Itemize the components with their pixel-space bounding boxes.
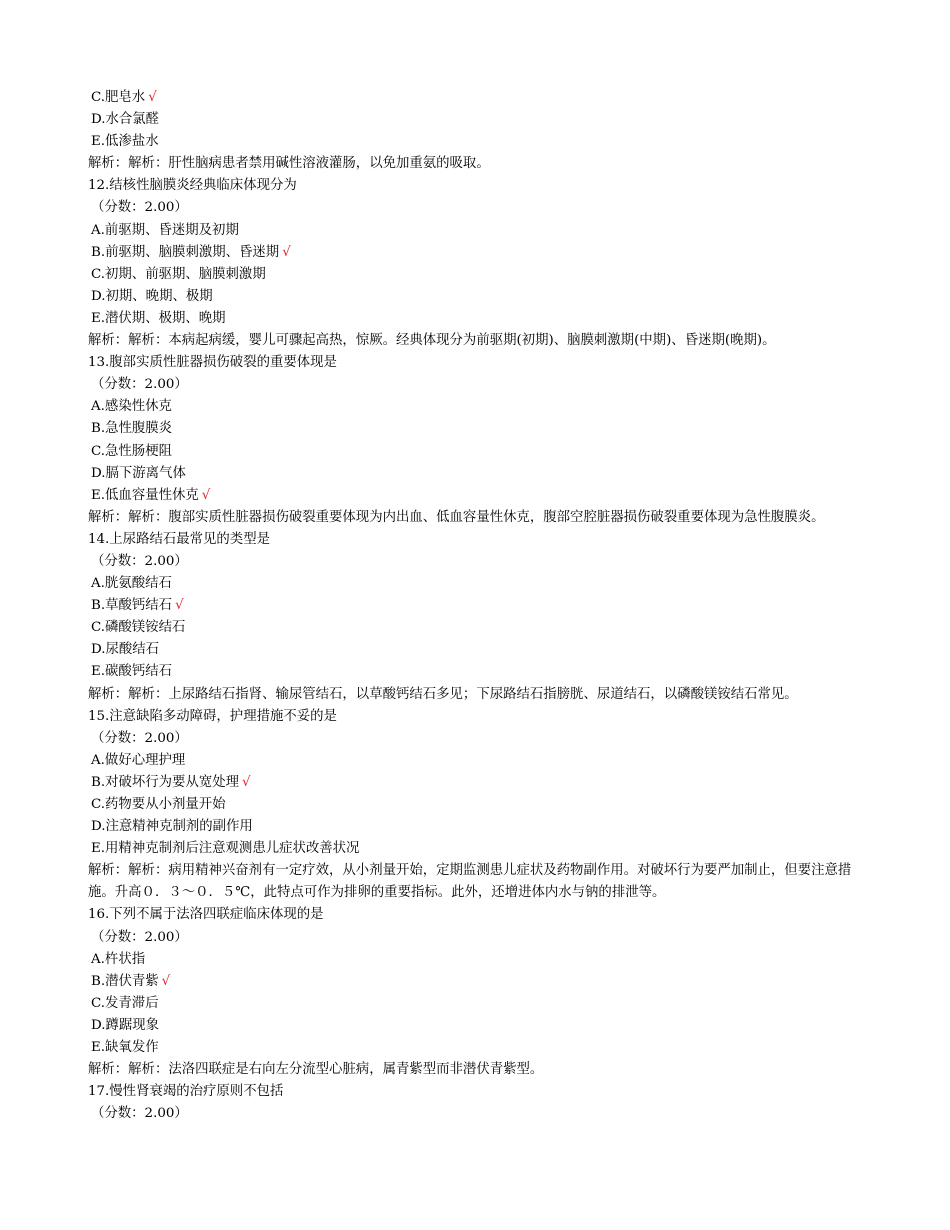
- option-text: A.做好心理护理: [91, 752, 186, 768]
- answer-option: [88, 242, 868, 264]
- answer-option: [88, 838, 868, 860]
- answer-option: [88, 131, 868, 153]
- question-text: 16.下列不属于法洛四联症临床体现的是: [88, 907, 324, 923]
- option-text: D.初期、晚期、极期: [91, 288, 213, 304]
- score-text: （分数：2.00）: [91, 730, 188, 746]
- option-text: A.前驱期、昏迷期及初期: [91, 222, 239, 238]
- question-stem: [88, 706, 868, 728]
- analysis-text: [88, 153, 868, 175]
- question-score: [88, 551, 868, 573]
- option-text: C.肥皂水: [91, 90, 146, 105]
- answer-option: [88, 971, 868, 993]
- score-text: （分数：2.00）: [91, 553, 188, 569]
- question-text: 17.慢性肾衰竭的治疗原则不包括: [88, 1084, 284, 1100]
- question-stem: [88, 175, 868, 197]
- answer-option: [88, 109, 868, 131]
- option-text: E.低渗盐水: [91, 134, 159, 150]
- option-text: B.对破坏行为要从宽处理: [91, 774, 240, 790]
- question-score: [88, 927, 868, 949]
- option-text: B.急性腹膜炎: [91, 421, 173, 437]
- question-text: 12.结核性脑膜炎经典临床体现分为: [88, 178, 297, 194]
- answer-option: [88, 1015, 868, 1037]
- correct-check-icon: √: [175, 598, 184, 614]
- question-stem: [88, 1081, 868, 1103]
- correct-check-icon: √: [201, 487, 211, 503]
- score-text: （分数：2.00）: [91, 929, 188, 945]
- answer-option: [88, 949, 868, 971]
- correct-check-icon: √: [148, 90, 157, 105]
- question-score: [88, 728, 868, 750]
- option-text: C.初期、前驱期、脑膜刺激期: [91, 266, 266, 282]
- option-text: C.药物要从小剂量开始: [91, 797, 226, 812]
- answer-option: [88, 264, 868, 286]
- question-text: 15.注意缺陷多动障碍，护理措施不妥的是: [88, 708, 337, 724]
- option-text: C.磷酸镁铵结石: [91, 620, 186, 636]
- score-text: （分数：2.00）: [91, 200, 188, 216]
- analysis-text: [88, 507, 868, 529]
- answer-option: [88, 772, 868, 794]
- question-stem: [88, 352, 868, 374]
- option-text: E.用精神克制剂后注意观测患儿症状改善状况: [91, 841, 360, 857]
- exam-document: [88, 87, 868, 1125]
- option-text: E.碳酸钙结石: [91, 664, 172, 680]
- option-text: A.感染性休克: [91, 399, 172, 415]
- option-text: E.低血容量性休克: [91, 487, 199, 503]
- answer-option: [88, 595, 868, 617]
- question-stem: [88, 529, 868, 551]
- option-text: E.潜伏期、极期、晚期: [91, 310, 226, 326]
- option-text: D.注意精神克制剂的副作用: [91, 819, 253, 835]
- analysis-text: 解析：解析：法洛四联症是右向左分流型心脏病，属青紫型而非潜伏青紫型。: [88, 1062, 544, 1078]
- option-text: C.急性肠梗阻: [91, 443, 172, 459]
- option-text: A.杵状指: [91, 951, 146, 967]
- answer-option: [88, 750, 868, 772]
- correct-check-icon: √: [242, 774, 251, 790]
- answer-option: [88, 1037, 868, 1059]
- option-text: D.水合氯醛: [91, 112, 160, 128]
- answer-option: [88, 463, 868, 485]
- answer-option: [88, 661, 868, 683]
- answer-option: [88, 286, 868, 308]
- answer-option: [88, 418, 868, 440]
- answer-option: [88, 794, 868, 816]
- option-text: D.尿酸结石: [91, 642, 160, 658]
- option-text: B.草酸钙结石: [91, 598, 173, 614]
- answer-option: [88, 87, 868, 109]
- answer-option: [88, 308, 868, 330]
- answer-option: [88, 441, 868, 463]
- question-score: [88, 374, 868, 396]
- option-text: C.发青滞后: [91, 995, 159, 1011]
- analysis-text: 解析：解析：腹部实质性脏器损伤破裂重要体现为内出血、低血容量性休克，腹部空腔脏器损伤破裂重要体现为急性腹膜炎。: [88, 509, 825, 525]
- question-stem: [88, 904, 868, 926]
- answer-option: [88, 485, 868, 507]
- answer-option: [88, 617, 868, 639]
- analysis-text: 解析：解析：肝性脑病患者禁用碱性溶液灌肠，以免加重氨的吸取。: [88, 156, 490, 172]
- question-score: [88, 1103, 868, 1125]
- analysis-text: 解析：解析：病用精神兴奋剂有一定疗效，从小剂量开始，定期监测患儿症状及药物副作用。对破坏行为要严加制止，但要注意措施。升高０．３～０．５℃，此特点可作为排卵的重要指标。此外，还增进体内水与钠的排泄等。: [88, 863, 852, 901]
- option-text: B.前驱期、脑膜刺激期、昏迷期: [91, 244, 280, 260]
- option-text: E.缺氧发作: [91, 1040, 159, 1056]
- analysis-text: [88, 1059, 868, 1081]
- analysis-text: [88, 684, 868, 706]
- option-text: D.蹲踞现象: [91, 1017, 160, 1033]
- analysis-text: 解析：解析：本病起病缓，婴儿可骤起高热，惊厥。经典体现分为前驱期(初期)、脑膜刺激期(中期)、昏迷期(晚期)。: [88, 333, 776, 349]
- answer-option: [88, 993, 868, 1015]
- answer-option: [88, 639, 868, 661]
- question-text: 14.上尿路结石最常见的类型是: [88, 531, 270, 547]
- question-score: [88, 197, 868, 219]
- question-text: 13.腹部实质性脏器损伤破裂的重要体现是: [88, 355, 337, 371]
- correct-check-icon: √: [161, 973, 171, 989]
- option-text: D.膈下游离气体: [91, 465, 186, 481]
- analysis-text: [88, 330, 868, 352]
- score-text: （分数：2.00）: [91, 377, 188, 393]
- answer-option: [88, 573, 868, 595]
- answer-option: [88, 220, 868, 242]
- option-text: A.胱氨酸结石: [91, 576, 172, 592]
- analysis-text: 解析：解析：上尿路结石指肾、输尿管结石，以草酸钙结石多见；下尿路结石指膀胱、尿道结石，以磷酸镁铵结石常见。: [88, 686, 798, 702]
- correct-check-icon: √: [282, 244, 291, 260]
- answer-option: [88, 396, 868, 418]
- answer-option: [88, 816, 868, 838]
- option-text: B.潜伏青紫: [91, 973, 159, 989]
- analysis-text: [88, 860, 868, 904]
- score-text: （分数：2.00）: [91, 1106, 188, 1122]
